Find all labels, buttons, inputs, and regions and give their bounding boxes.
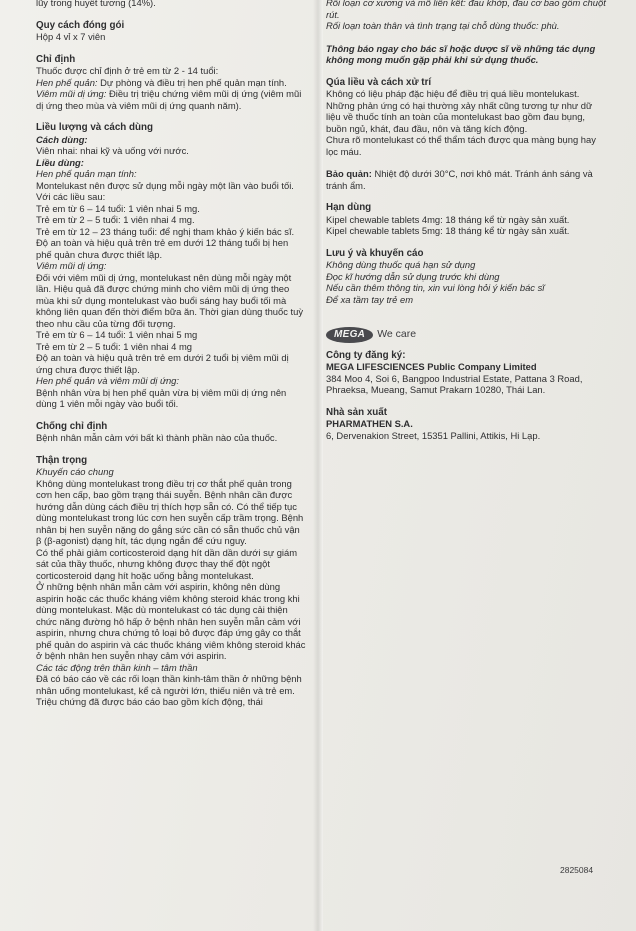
indications-intro: Thuốc được chỉ định ở trẻ em từ 2 - 14 tuổi: <box>36 65 219 76</box>
dosage-how-text: Viên nhai: nhai kỹ và uống với nước. <box>36 145 189 156</box>
dosage-asthma-line: Trẻ em từ 6 – 14 tuổi: 1 viên nhai 5 mg. <box>36 202 200 214</box>
overdose-line: Chưa rõ montelukast có thể thẩm tách được qua màng bụng hay lọc máu. <box>326 134 596 157</box>
indications-asthma-label: Hen phế quản: <box>36 76 98 88</box>
dosage-dose-label: Liều dùng: <box>36 156 84 168</box>
precautions-paragraph: Có thể phải giảm corticosteroid dạng hít dần dần dưới sự giám sát của thầy thuốc, nhưng không được thay thế đột ngột corticosteroid dạng hít hoặc uống bằng montelukast. <box>36 546 298 581</box>
registrant-heading: Công ty đăng ký: <box>326 349 406 361</box>
warnings-line: Đọc kĩ hướng dẫn sử dụng trước khi dùng <box>326 270 500 282</box>
dosage-rhinitis-label: Viêm mũi dị ứng: <box>36 260 107 271</box>
indications-asthma-text: Dự phòng và điều trị hen phế quản mạn tính. <box>97 76 287 88</box>
mega-logo-mark: MEGA <box>326 327 373 343</box>
warnings-line: Nếu cần thêm thông tin, xin vui lòng hỏi ý kiến bác sĩ <box>326 282 545 293</box>
overdose-line: Không có liệu pháp đặc hiệu để điều trị quá liều montelukast. Những phản ứng có hại thường xảy nhất cũng tương tự như dữ liệu về thuốc tính an toàn của montelukast bao gồm đau bụng, buồn ngủ, khát, đau đầu, nôn và tăng kích động. <box>326 88 593 134</box>
top-fragment: lũy trong huyết tương (14%). <box>36 0 156 8</box>
warnings-line: Để xa tầm tay trẻ em <box>326 293 414 305</box>
dosage-how-label: Cách dùng: <box>36 133 88 145</box>
indications-rhinitis <box>36 88 306 111</box>
overdose-heading: Qúa liều và cách xử trí <box>326 76 432 88</box>
paper-fold <box>313 0 323 931</box>
packaging-heading: Quy cách đóng gói <box>36 19 125 31</box>
dosage-heading: Liều lượng và cách dùng <box>36 122 153 133</box>
storage <box>326 168 606 191</box>
right-column <box>326 0 606 441</box>
dosage-rhinitis-line: Độ an toàn và hiệu quả trên trẻ em dưới 2 tuổi bị viêm mũi dị ứng chưa được thiết lập. <box>36 352 289 375</box>
dosage-asthma-line: Với các liều sau: <box>36 191 106 202</box>
dosage-asthma-label: Hen phế quản mạn tính: <box>36 168 137 179</box>
left-column <box>36 0 306 708</box>
expiry-line: Kipel chewable tablets 4mg: 18 tháng kể từ ngày sản xuất. <box>326 213 570 225</box>
dosage-combined-text: Bệnh nhân vừa bị hen phế quản vừa bị viêm mũi dị ứng nên dùng 1 viên mỗi ngày vào buổi tối. <box>36 386 287 409</box>
mega-tagline: We care <box>377 328 417 340</box>
indications-rhinitis-text: Điều trị triệu chứng viêm mũi dị ứng (viêm mũi dị ứng theo mùa và viêm mũi dị ứng quanh năm). <box>36 88 302 111</box>
storage-text: Nhiệt độ dưới 30°C, nơi khô mát. Tránh ánh sáng và tránh ẩm. <box>326 168 593 191</box>
registrant-address: 384 Moo 4, Soi 6, Bangpoo Industrial Estate, Pattana 3 Road, Phraeksa, Mueang, Samut Prakarn 10280, Thái Lan. <box>326 372 583 395</box>
storage-label: Bảo quản: <box>326 168 372 179</box>
manufacturer-address: 6, Dervenakion Street, 15351 Pallini, Attikis, Hi Lạp. <box>326 429 541 441</box>
dosage-asthma-line: Trẻ em từ 2 – 5 tuổi: 1 viên nhai 4 mg. <box>36 214 195 225</box>
dosage-rhinitis-line: Trẻ em từ 6 – 14 tuổi: 1 viên nhai 5 mg <box>36 329 198 340</box>
indications-rhinitis-label: Viêm mũi dị ứng: <box>36 88 107 99</box>
precautions-paragraph: Ở những bệnh nhân mẫn cảm với aspirin, không nên dùng aspirin hoặc các thuốc kháng viêm không steroid khác trong khi dùng montelukast. Mặc dù montelukast có tác dụng cải thiện chức năng đường hô hấp ở bệnh nhân hen suyễn mẫn cảm với aspirin, nhưng chưa chứng tỏ loại bỏ được đáp ứng gây co thắt phế quản do aspirin và các thuốc kháng viêm không steroid khác ở bệnh nhân hen suyễn nhạy cảm với aspirin. <box>36 581 306 661</box>
manufacturer-heading: Nhà sản xuất <box>326 406 387 418</box>
dosage-rhinitis-line: Đối với viêm mũi dị ứng, montelukast nên dùng mỗi ngày một lần. Hiệu quả đã được chứng minh cho viêm mũi dị ứng theo mùa khi sử dụng montelukast vào buổi sáng hay buổi tối mà không liên quan đến thời điểm bữa ăn. Thời gian dùng thuốc tuỳ theo nhu cầu của từng đối tượng. <box>36 271 304 329</box>
dosage-rhinitis-line: Trẻ em từ 2 – 5 tuổi: 1 viên nhai 4 mg <box>36 340 193 352</box>
precautions-general-label: Khuyến cáo chung <box>36 466 114 477</box>
document-number: 2825084 <box>560 865 594 875</box>
indications-heading: Chỉ định <box>36 53 76 65</box>
registrant-name: MEGA LIFESCIENCES Public Company Limited <box>326 361 537 372</box>
right-top-line: Rối loạn toàn thân và tình trạng tại chỗ dùng thuốc: phù. <box>326 20 560 31</box>
indications-asthma <box>36 77 306 89</box>
packaging-text: Hộp 4 vỉ x 7 viên <box>36 31 106 42</box>
dosage-combined-label: Hen phế quản và viêm mũi dị ứng: <box>36 375 180 386</box>
precautions-neuro-label: Các tác động trên thần kinh – tâm thần <box>36 661 198 673</box>
warnings-heading: Lưu ý và khuyến cáo <box>326 247 424 259</box>
mega-logo <box>326 327 606 343</box>
contraindications-heading: Chống chỉ định <box>36 420 108 432</box>
dosage-asthma-line: Độ an toàn và hiệu quả trên trẻ em dưới 12 tháng tuổi bị hen phế quản chưa được thiết lập. <box>36 237 289 260</box>
right-top-line: Rối loạn cơ xương và mô liên kết: đau khớp, đau cơ bao gồm chuột rút. <box>326 0 606 20</box>
contraindications-text: Bệnh nhân mẫn cảm với bất kì thành phần nào của thuốc. <box>36 432 278 443</box>
manufacturer-name: PHARMATHEN S.A. <box>326 418 413 429</box>
precautions-neuro-text: Đã có báo cáo về các rối loạn thần kinh-tâm thần ở những bệnh nhân uống montelukast, kể cả người lớn, thiếu niên và trẻ em. Triệu chứng đã được báo cáo bao gồm kích động, thái <box>36 673 302 707</box>
warnings-line: Không dùng thuốc quá hạn sử dụng <box>326 259 476 270</box>
expiry-heading: Hạn dùng <box>326 202 372 213</box>
adverse-notice: Thông báo ngay cho bác sĩ hoặc dược sĩ về những tác dụng không mong muốn gặp phải khi sử dụng thuốc. <box>326 42 596 65</box>
dosage-asthma-line: Trẻ em từ 12 – 23 tháng tuổi: để nghị tham khảo ý kiến bác sĩ. <box>36 225 295 237</box>
precautions-paragraph: Không dùng montelukast trong điều trị cơ thắt phế quản trong cơn hen cấp, bao gồm trạng thái suyễn. Bệnh nhân cần được hướng dẫn dùng cách điều trị thích hợp sẵn có. Có thể tiếp tục dùng montelukast trong lúc cơn hen suyễn cấp trầm trọng. Bệnh nhân bị hen suyễn nặng do gắng sức cần có sẵn thuốc chủ vận β (β-agonist) dạng hít, tác dụng ngắn để cứu nguy. <box>36 477 304 546</box>
precautions-heading: Thận trọng <box>36 454 88 466</box>
dosage-asthma-line: Montelukast nên được sử dụng mỗi ngày một lần vào buổi tối. <box>36 179 294 191</box>
expiry-line: Kipel chewable tablets 5mg: 18 tháng kể từ ngày sản xuất. <box>326 225 570 236</box>
